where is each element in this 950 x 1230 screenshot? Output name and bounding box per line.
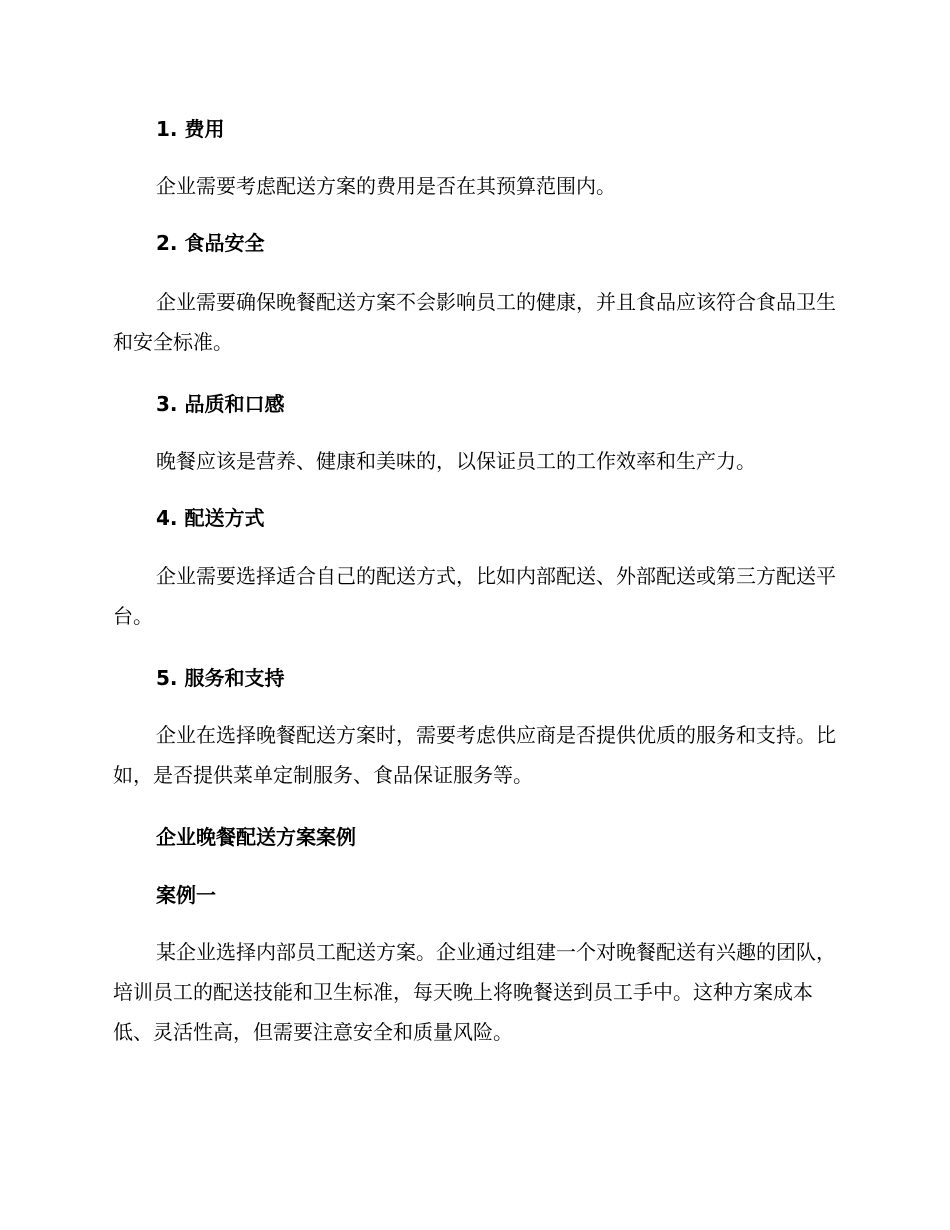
section-heading-cost: 1. 费用 — [156, 117, 225, 141]
cases-heading: 企业晚餐配送方案案例 — [156, 825, 356, 849]
section-text-quality-taste: 晚餐应该是营养、健康和美味的，以保证员工的工作效率和生产力。 — [156, 449, 756, 473]
section-text-food-safety: 企业需要确保晚餐配送方案不会影响员工的健康，并且食品应该符合食品卫生和安全标准。 — [113, 290, 836, 354]
section-heading-service-support: 5. 服务和支持 — [156, 666, 285, 690]
case1-text: 某企业选择内部员工配送方案。企业通过组建一个对晚餐配送有兴趣的团队，培训员工的配送技能和卫生标准，每天晚上将晚餐送到员工手中。这种方案成本低、灵活性高，但需要注意安全和质量风险。 — [113, 940, 836, 1044]
section-heading-food-safety: 2. 食品安全 — [156, 231, 265, 255]
case1-heading: 案例一 — [156, 883, 216, 907]
section-text-service-support: 企业在选择晚餐配送方案时，需要考虑供应商是否提供优质的服务和支持。比如，是否提供菜单定制服务、食品保证服务等。 — [113, 723, 836, 787]
section-heading-quality-taste: 3. 品质和口感 — [156, 392, 285, 416]
section-text-cost: 企业需要考虑配送方案的费用是否在其预算范围内。 — [156, 174, 616, 198]
section-heading-delivery-method: 4. 配送方式 — [156, 506, 265, 530]
section-text-delivery-method: 企业需要选择适合自己的配送方式，比如内部配送、外部配送或第三方配送平台。 — [113, 564, 836, 628]
